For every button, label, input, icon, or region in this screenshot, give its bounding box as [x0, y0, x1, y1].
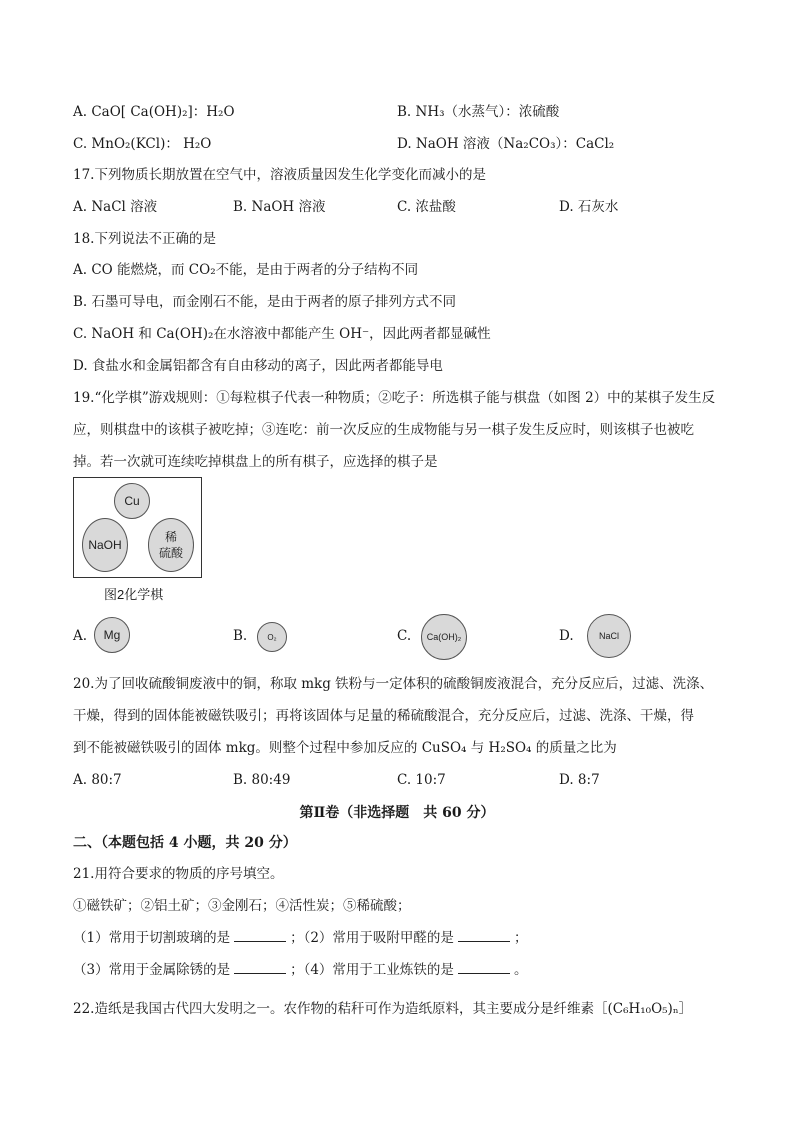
q17-option-d: D. 石灰水: [559, 199, 619, 215]
q19-stem-line3: 掉。若一次就可连续吃掉棋盘上的所有棋子，应选择的棋子是: [73, 454, 438, 470]
q20-option-c: C. 10:7: [397, 772, 446, 788]
q21-part4-text: ；（4）常用于工业炼铁的是: [290, 962, 454, 978]
q19-option-c-label: C.: [397, 628, 412, 644]
q18-stem: 18.下列说法不正确的是: [73, 231, 216, 247]
q21-part1-text: （1）常用于切割玻璃的是: [73, 930, 231, 946]
q16-option-b: B. NH₃（水蒸气）：浓硫酸: [397, 104, 560, 120]
q21-items: ①磁铁矿；②铝土矿；③金刚石；④活性炭；⑤稀硫酸；: [73, 898, 411, 914]
q19-option-b-label: B.: [233, 628, 248, 644]
chess-piece-dilute-sulfuric-acid: [148, 518, 194, 572]
q20-stem-line1: 20.为了回收硫酸铜废液中的铜，称取 mkg 铁粉与一定体积的硫酸铜废液混合，充分反应后，过滤、洗涤、: [73, 676, 714, 692]
q19-stem-line1: 19.“化学棋”游戏规则：①每粒棋子代表一种物质；②吃子：所选棋子能与棋盘（如图 2）中的某棋子发生反: [73, 390, 716, 406]
q20-option-d: D. 8:7: [559, 772, 600, 788]
q21-blank-4[interactable]: [458, 961, 510, 974]
q20-option-b: B. 80:49: [233, 772, 291, 788]
q17-stem: 17.下列物质长期放置在空气中，溶液质量因发生化学变化而减小的是: [73, 167, 486, 183]
q21-stem: 21.用符合要求的物质的序号填空。: [73, 866, 284, 882]
q21-part2-end: ；: [513, 930, 528, 946]
q17-option-b: B. NaOH 溶液: [233, 199, 326, 215]
q20-option-a: A. 80:7: [73, 772, 122, 788]
q17-option-c: C. 浓盐酸: [397, 199, 456, 215]
q19-option-c-piece: Ca(OH)₂: [421, 614, 467, 660]
chess-piece-acid-text-2: 硫酸: [158, 546, 183, 560]
section2-title: 二、（本题包括 4 小题，共 20 分）: [73, 835, 297, 851]
q22-stem-line1: 22.造纸是我国古代四大发明之一。农作物的秸秆可作为造纸原料，其主要成分是纤维素［(C₆H₁₀O₅)ₙ］: [73, 1001, 693, 1017]
q18-option-b: B. 石墨可导电，而金刚石不能，是由于两者的原子排列方式不同: [73, 294, 457, 310]
q16-option-c: C. MnO₂(KCl)： H₂O: [73, 136, 212, 152]
q16-option-a: A. CaO[ Ca(OH)₂]：H₂O: [73, 104, 235, 120]
q18-option-a: A. CO 能燃烧，而 CO₂不能，是由于两者的分子结构不同: [73, 262, 419, 278]
q21-part4-end: 。: [513, 962, 528, 978]
q19-option-a-piece: Mg: [94, 617, 130, 653]
q21-blank-3[interactable]: [234, 961, 286, 974]
chess-piece-naoh: NaOH: [82, 518, 128, 572]
q21-blank-2[interactable]: [458, 929, 510, 942]
q21-part2-text: ；（2）常用于吸附甲醛的是: [290, 930, 454, 946]
figure-caption: 图2化学棋: [104, 587, 164, 602]
q19-option-a-label: A.: [73, 628, 88, 644]
chess-piece-cu: Cu: [114, 483, 150, 519]
q17-option-a: A. NaCl 溶液: [73, 199, 158, 215]
part2-heading: 第Ⅱ卷（非选择题 共 60 分）: [299, 805, 495, 821]
q16-option-d: D. NaOH 溶液（Na₂CO₃）：CaCl₂: [397, 136, 615, 152]
chess-board-figure: [73, 477, 202, 578]
q19-option-d-piece: NaCl: [587, 614, 631, 658]
q18-option-c: C. NaOH 和 Ca(OH)₂在水溶液中都能产生 OH⁻，因此两者都显碱性: [73, 326, 491, 342]
q21-part3-text: （3）常用于金属除锈的是: [73, 962, 231, 978]
q19-option-d-label: D.: [559, 628, 574, 644]
q21-row-1: [73, 929, 527, 947]
q21-blank-1[interactable]: [234, 929, 286, 942]
q19-stem-line2: 应，则棋盘中的该棋子被吃掉；③连吃：前一次反应的生成物能与另一棋子发生反应时，则该棋子也被吃: [73, 422, 694, 438]
chess-piece-acid-text-1: 稀: [164, 530, 177, 544]
q20-stem-line2: 干燥，得到的固体能被磁铁吸引；再将该固体与足量的稀硫酸混合，充分反应后，过滤、洗涤、干燥，得: [73, 708, 694, 724]
q20-stem-line3: 到不能被磁铁吸引的固体 mkg。则整个过程中参加反应的 CuSO₄ 与 H₂SO₄ 的质量之比为: [73, 740, 617, 756]
q18-option-d: D. 食盐水和金属铝都含有自由移动的离子，因此两者都能导电: [73, 358, 443, 374]
q21-row-2: [73, 961, 527, 979]
q19-option-b-piece: O₂: [257, 622, 287, 652]
